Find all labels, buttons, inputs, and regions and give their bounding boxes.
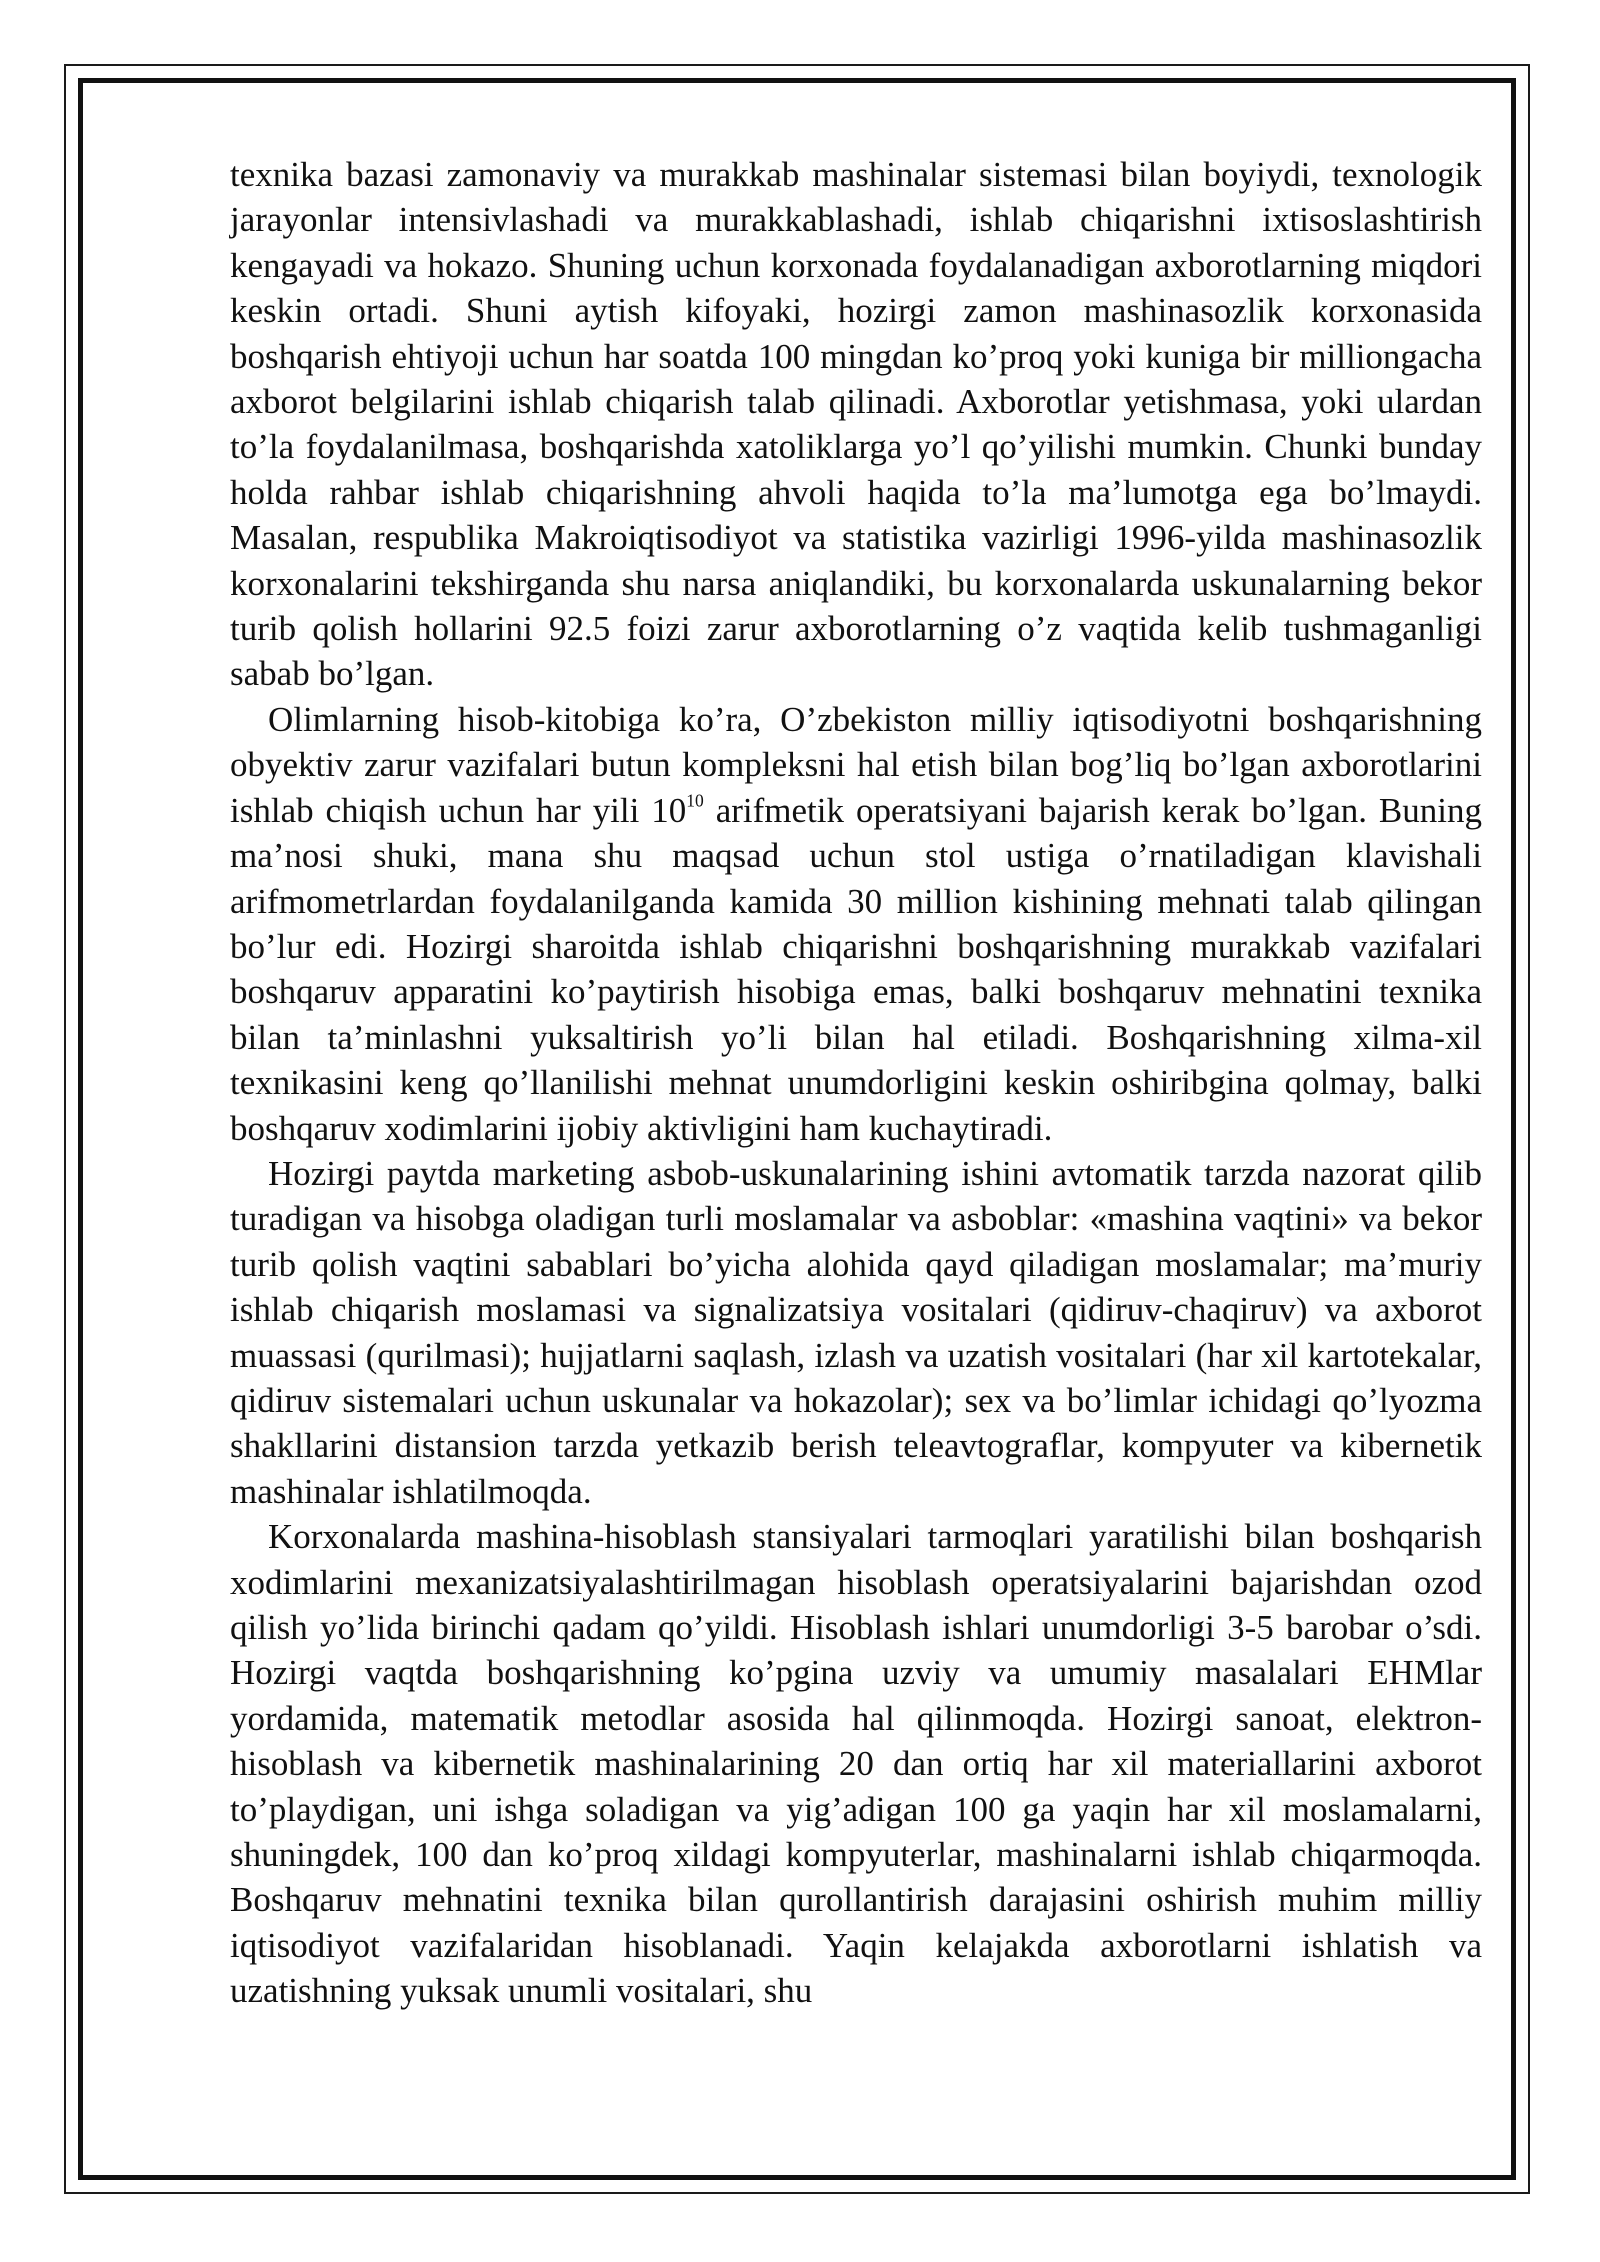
power-exponent: 10 bbox=[686, 789, 704, 810]
paragraph-2-text-after: arifmetik operatsiyani bajarish kerak bo’lgan. Buning ma’nosi shuki, mana shu maqsad uchun stol ustiga o’rnatiladigan klavishali arifmometrlardan foydalanilganda kamida 30 million kishining mehnati talab qilingan bo’lur edi. Hozirgi sharoitda ishlab chiqarishni boshqarishning murakkab vazifalari boshqaruv apparatini ko’paytirish hisobiga emas, balki boshqaruv mehnatini texnika bilan ta’minlashni yuksaltirish yo’li bilan hal etiladi. Boshqarishning xilma-xil texnikasini keng qo’llanilishi mehnat unumdorligini keskin oshiribgina qolmay, balki boshqaruv xodimlarini ijobiy aktivligini ham kuchaytiradi. bbox=[230, 790, 1482, 1148]
paragraph-1: texnika bazasi zamonaviy va murakkab mashinalar sistemasi bilan boyiydi, texnologik jarayonlar intensivlashadi va murakkablashadi, ishlab chiqarishni ixtisoslashtirish kengayadi va hokazo. Shuning uchun korxonada foydalanadigan axborotlarning miqdori keskin ortadi. Shuni aytish kifoyaki, hozirgi zamon mashinasozlik korxonasida boshqarish ehtiyoji uchun har soatda 100 mingdan ko’proq yoki kuniga bir milliongacha axborot belgilarini ishlab chiqarish talab qilinadi. Axborotlar yetishmasa, yoki ulardan to’la foydalanilmasa, boshqarishda xatoliklarga yo’l qo’yilishi mumkin. Chunki bunday holda rahbar ishlab chiqarishning ahvoli haqida to’la ma’lumotga ega bo’lmaydi. Masalan, respublika Makroiqtisodiyot va statistika vazirligi 1996-yilda mashinasozlik korxonalarini tekshirganda shu narsa aniqlandiki, bu korxonalarda uskunalarning bekor turib qolish hollarini 92.5 foizi zarur axborotlarning o’z vaqtida kelib tushmaganligi sabab bo’lgan. bbox=[230, 155, 1482, 694]
paragraph-2 bbox=[230, 697, 1482, 1151]
paragraph-4: Korxonalarda mashina-hisoblash stansiyalari tarmoqlari yaratilishi bilan boshqarish xodimlarini mexanizatsiyalashtirilmagan hisoblash operatsiyalarini bajarishdan ozod qilish yo’lida birinchi qadam qo’yildi. Hisoblash ishlari unumdorligi 3-5 barobar o’sdi. Hozirgi vaqtda boshqarishning ko’pgina uzviy va umumiy masalalari EHMlar yordamida, matematik metodlar asosida hal qilinmoqda. Hozirgi sanoat, elektron-hisoblash va kibernetik mashinalarining 20 dan ortiq har xil materiallarini axborot to’playdigan, uni ishga soladigan va yig’adigan 100 ga yaqin har xil moslamalarni, shuningdek, 100 dan ko’proq xildagi kompyuterlar, mashinalarni ishlab chiqarmoqda. Boshqaruv mehnatini texnika bilan qurollantirish darajasini oshirish muhim milliy iqtisodiyot vazifalaridan hisoblanadi. Yaqin kelajakda axborotlarni ishlatish va uzatishning yuksak unumli vositalari, shu bbox=[230, 1517, 1482, 2011]
document-body bbox=[230, 152, 1482, 2014]
paragraph-2-text-before: Olimlarning hisob-kitobiga ko’ra, O’zbekiston milliy iqtisodiyotni boshqarishning obyektiv zarur vazifalari butun kompleksni hal etish bilan bog’liq bo’lgan axborotlarini ishlab chiqish uchun har yili bbox=[230, 699, 1482, 830]
paragraph-3: Hozirgi paytda marketing asbob-uskunalarining ishini avtomatik tarzda nazorat qilib turadigan va hisobga oladigan turli moslamalar va asboblar: «mashina vaqtini» va bekor turib qolish vaqtini sabablari bo’yicha alohida qayd qiladigan moslamalar; ma’muriy ishlab chiqarish moslamasi va signalizatsiya vositalari (qidiruv-chaqiruv) va axborot muassasi (qurilmasi); hujjatlarni saqlash, izlash va uzatish vositalari (har xil kartotekalar, qidiruv sistemalari uchun uskunalar va hokazolar); sex va bo’limlar ichidagi qo’lyozma shakllarini distansion tarzda yetkazib berish teleavtograflar, kompyuter va kibernetik mashinalar ishlatilmoqda. bbox=[230, 1153, 1482, 1511]
power-base: 10 bbox=[651, 790, 687, 830]
